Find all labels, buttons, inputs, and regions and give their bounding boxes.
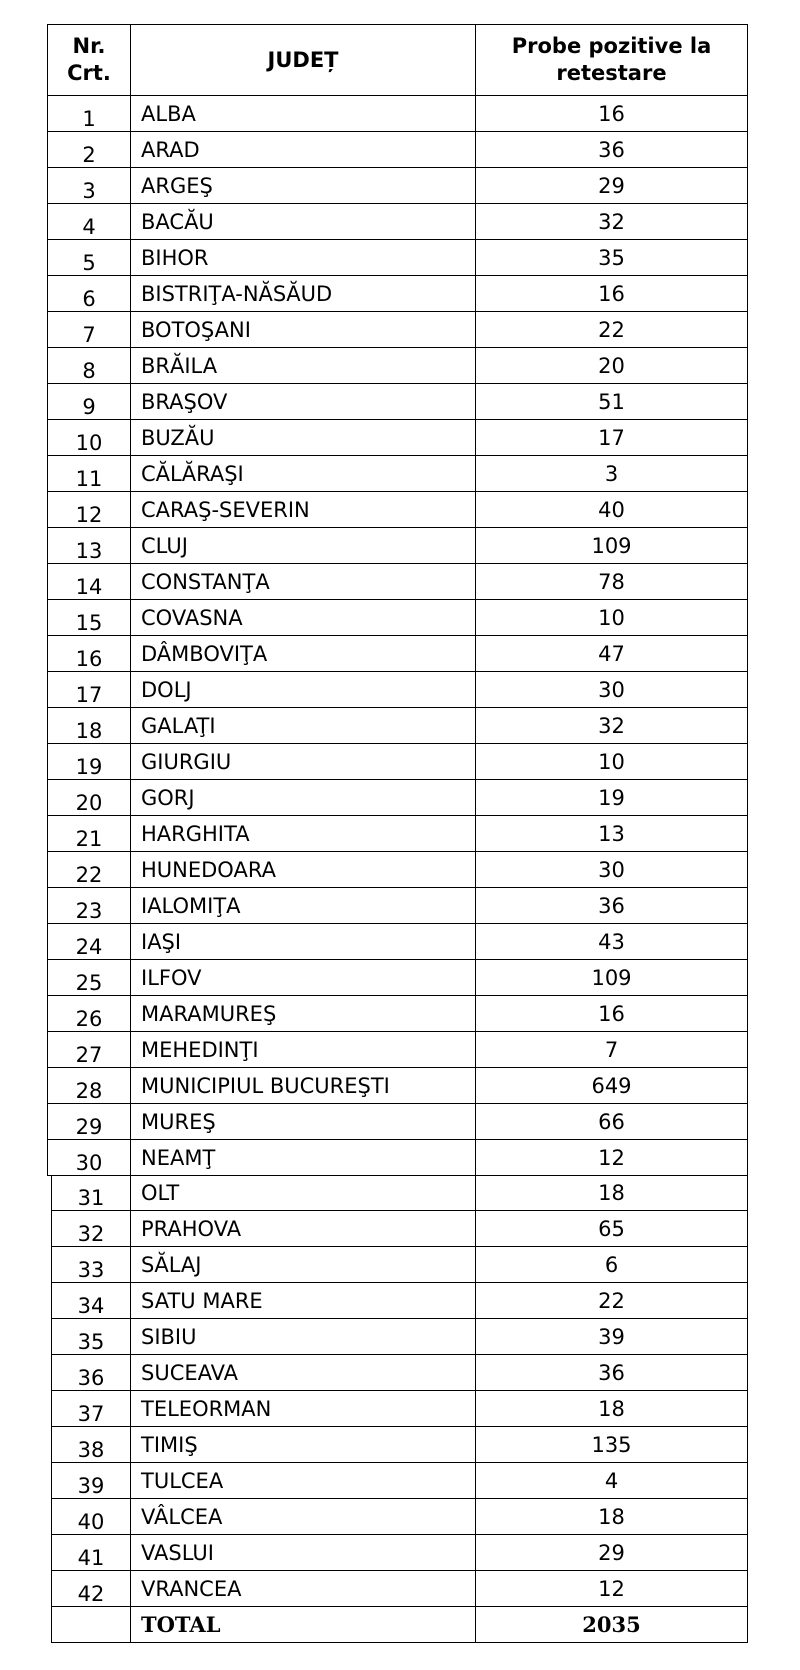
table-row	[48, 1068, 748, 1104]
positive-count: 36	[476, 1355, 748, 1391]
total-row	[52, 1607, 748, 1643]
table-row	[52, 1247, 748, 1283]
row-number: 23	[48, 888, 131, 924]
county-table-top	[47, 24, 748, 1176]
positive-count: 18	[476, 1175, 748, 1211]
row-number: 24	[48, 924, 131, 960]
positive-count: 3	[476, 456, 748, 492]
row-number: 35	[52, 1319, 131, 1355]
positive-count: 36	[476, 132, 748, 168]
table-row	[48, 780, 748, 816]
county-name: SĂLAJ	[131, 1247, 476, 1283]
positive-count: 36	[476, 888, 748, 924]
table-row	[48, 1032, 748, 1068]
county-name: TULCEA	[131, 1463, 476, 1499]
table-row	[52, 1175, 748, 1211]
row-number: 11	[48, 456, 131, 492]
positive-count: 32	[476, 708, 748, 744]
row-number: 4	[48, 204, 131, 240]
header-nr-crt: Nr. Crt.	[48, 25, 131, 96]
county-name: BISTRIŢA-NĂSĂUD	[131, 276, 476, 312]
row-number: 41	[52, 1535, 131, 1571]
table-row	[48, 348, 748, 384]
positive-count: 6	[476, 1247, 748, 1283]
row-number: 13	[48, 528, 131, 564]
table-row	[48, 204, 748, 240]
county-name: VRANCEA	[131, 1571, 476, 1607]
table-body-bottom	[52, 1175, 748, 1607]
row-number: 1	[48, 96, 131, 132]
table-row	[52, 1355, 748, 1391]
county-name: BACĂU	[131, 204, 476, 240]
positive-count: 18	[476, 1391, 748, 1427]
county-name: IALOMIŢA	[131, 888, 476, 924]
county-name: MEHEDINŢI	[131, 1032, 476, 1068]
row-number: 33	[52, 1247, 131, 1283]
positive-count: 109	[476, 960, 748, 996]
county-name: ARGEŞ	[131, 168, 476, 204]
county-table-bottom	[51, 1175, 748, 1643]
county-name: PRAHOVA	[131, 1211, 476, 1247]
county-name: MUNICIPIUL BUCUREŞTI	[131, 1068, 476, 1104]
row-number: 37	[52, 1391, 131, 1427]
header-probe-pozitive: Probe pozitive la retestare	[476, 25, 748, 96]
positive-count: 30	[476, 852, 748, 888]
row-number: 12	[48, 492, 131, 528]
positive-count: 10	[476, 744, 748, 780]
table-row	[48, 528, 748, 564]
row-number: 26	[48, 996, 131, 1032]
row-number: 17	[48, 672, 131, 708]
table-row	[48, 420, 748, 456]
row-number: 10	[48, 420, 131, 456]
row-number: 28	[48, 1068, 131, 1104]
county-name: DÂMBOVIŢA	[131, 636, 476, 672]
positive-count: 40	[476, 492, 748, 528]
positive-count: 35	[476, 240, 748, 276]
row-number: 38	[52, 1427, 131, 1463]
row-number: 19	[48, 744, 131, 780]
positive-count: 39	[476, 1319, 748, 1355]
row-number: 2	[48, 132, 131, 168]
total-label: TOTAL	[131, 1607, 476, 1643]
row-number: 20	[48, 780, 131, 816]
table-row	[48, 564, 748, 600]
positive-count: 51	[476, 384, 748, 420]
table-row	[52, 1211, 748, 1247]
positive-count: 16	[476, 276, 748, 312]
county-name: TELEORMAN	[131, 1391, 476, 1427]
table-row	[48, 456, 748, 492]
table-row	[48, 384, 748, 420]
county-name: BOTOŞANI	[131, 312, 476, 348]
table-row	[48, 276, 748, 312]
county-name: OLT	[131, 1175, 476, 1211]
county-name: VÂLCEA	[131, 1499, 476, 1535]
row-number: 36	[52, 1355, 131, 1391]
positive-count: 16	[476, 96, 748, 132]
positive-count: 649	[476, 1068, 748, 1104]
row-number: 5	[48, 240, 131, 276]
positive-count: 16	[476, 996, 748, 1032]
positive-count: 32	[476, 204, 748, 240]
total-value: 2035	[476, 1607, 748, 1643]
county-name: VASLUI	[131, 1535, 476, 1571]
positive-count: 47	[476, 636, 748, 672]
county-name: CĂLĂRAŞI	[131, 456, 476, 492]
table-row	[48, 1104, 748, 1140]
table-row	[48, 924, 748, 960]
positive-count: 29	[476, 168, 748, 204]
row-number: 6	[48, 276, 131, 312]
row-number: 21	[48, 816, 131, 852]
row-number: 3	[48, 168, 131, 204]
table-header-row	[48, 25, 748, 96]
positive-count: 109	[476, 528, 748, 564]
positive-count: 19	[476, 780, 748, 816]
positive-count: 78	[476, 564, 748, 600]
county-name: TIMIŞ	[131, 1427, 476, 1463]
county-name: GIURGIU	[131, 744, 476, 780]
table-row	[52, 1571, 748, 1607]
positive-count: 12	[476, 1571, 748, 1607]
county-name: BRAŞOV	[131, 384, 476, 420]
row-number: 34	[52, 1283, 131, 1319]
table-row	[48, 888, 748, 924]
table-row	[52, 1427, 748, 1463]
county-name: SATU MARE	[131, 1283, 476, 1319]
table-row	[48, 672, 748, 708]
table-row	[52, 1319, 748, 1355]
row-number: 25	[48, 960, 131, 996]
positive-count: 10	[476, 600, 748, 636]
row-number: 31	[52, 1175, 131, 1211]
county-name: COVASNA	[131, 600, 476, 636]
county-name: NEAMŢ	[131, 1140, 476, 1176]
county-name: HARGHITA	[131, 816, 476, 852]
table-row	[48, 816, 748, 852]
county-name: CARAŞ-SEVERIN	[131, 492, 476, 528]
county-name: DOLJ	[131, 672, 476, 708]
table-row	[48, 996, 748, 1032]
row-number: 32	[52, 1211, 131, 1247]
table-row	[48, 492, 748, 528]
positive-count: 22	[476, 1283, 748, 1319]
positive-count: 17	[476, 420, 748, 456]
row-number: 8	[48, 348, 131, 384]
table-row	[48, 960, 748, 996]
county-name: MARAMUREŞ	[131, 996, 476, 1032]
row-number: 16	[48, 636, 131, 672]
county-name: BRĂILA	[131, 348, 476, 384]
header-judet: JUDEȚ	[131, 25, 476, 96]
positive-count: 66	[476, 1104, 748, 1140]
county-name: GORJ	[131, 780, 476, 816]
positive-count: 7	[476, 1032, 748, 1068]
county-name: HUNEDOARA	[131, 852, 476, 888]
table-row	[48, 744, 748, 780]
county-name: GALAŢI	[131, 708, 476, 744]
table-row	[48, 240, 748, 276]
table-row	[48, 312, 748, 348]
table-row	[48, 168, 748, 204]
row-number: 29	[48, 1104, 131, 1140]
total-nr-cell	[52, 1607, 131, 1643]
positive-count: 4	[476, 1463, 748, 1499]
county-name: SIBIU	[131, 1319, 476, 1355]
table-row	[52, 1499, 748, 1535]
positive-count: 30	[476, 672, 748, 708]
row-number: 42	[52, 1571, 131, 1607]
positive-count: 12	[476, 1140, 748, 1176]
county-name: ARAD	[131, 132, 476, 168]
county-name: ALBA	[131, 96, 476, 132]
row-number: 40	[52, 1499, 131, 1535]
positive-count: 65	[476, 1211, 748, 1247]
row-number: 39	[52, 1463, 131, 1499]
table-row	[48, 96, 748, 132]
table-row	[48, 708, 748, 744]
county-name: MUREŞ	[131, 1104, 476, 1140]
table-row	[52, 1535, 748, 1571]
positive-count: 43	[476, 924, 748, 960]
row-number: 14	[48, 564, 131, 600]
positive-count: 20	[476, 348, 748, 384]
row-number: 18	[48, 708, 131, 744]
row-number: 9	[48, 384, 131, 420]
row-number: 27	[48, 1032, 131, 1068]
positive-count: 29	[476, 1535, 748, 1571]
county-name: CLUJ	[131, 528, 476, 564]
table-row	[48, 132, 748, 168]
positive-count: 135	[476, 1427, 748, 1463]
row-number: 22	[48, 852, 131, 888]
positive-count: 13	[476, 816, 748, 852]
positive-count: 22	[476, 312, 748, 348]
table-row	[48, 1140, 748, 1176]
table-row	[52, 1391, 748, 1427]
table-row	[48, 636, 748, 672]
row-number: 7	[48, 312, 131, 348]
county-name: BUZĂU	[131, 420, 476, 456]
row-number: 15	[48, 600, 131, 636]
row-number: 30	[48, 1140, 131, 1176]
positive-count: 18	[476, 1499, 748, 1535]
table-row	[48, 600, 748, 636]
table-body-top	[48, 96, 748, 1176]
table-row	[52, 1463, 748, 1499]
table-row	[52, 1283, 748, 1319]
table-row	[48, 852, 748, 888]
county-name: SUCEAVA	[131, 1355, 476, 1391]
county-name: CONSTANŢA	[131, 564, 476, 600]
county-name: ILFOV	[131, 960, 476, 996]
county-name: BIHOR	[131, 240, 476, 276]
county-name: IAŞI	[131, 924, 476, 960]
